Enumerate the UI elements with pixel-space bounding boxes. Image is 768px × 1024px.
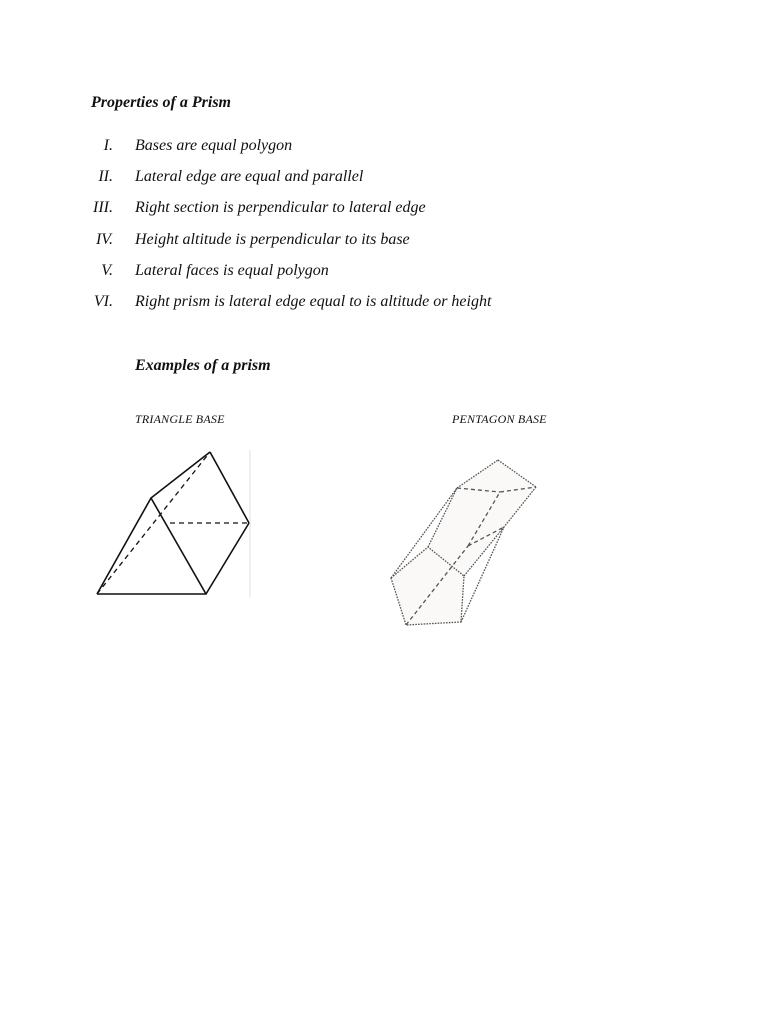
list-item (80, 262, 680, 293)
pentagonal-prism-figure (350, 450, 580, 650)
list-numeral: II. (98, 168, 113, 186)
list-item-text: Lateral edge are equal and parallel (135, 168, 364, 186)
triangular-prism-drawing (90, 445, 260, 605)
examples-heading: Examples of a prism (135, 357, 271, 374)
list-item (80, 168, 680, 199)
list-item-text: Lateral faces is equal polygon (135, 261, 329, 279)
list-item (80, 137, 680, 168)
figure-caption-pentagon: PENTAGON BASE (452, 412, 547, 426)
triangular-prism-figure (90, 445, 260, 605)
page-heading: Properties of a Prism (91, 94, 231, 111)
list-item (80, 231, 680, 262)
list-numeral: VI. (93, 292, 113, 310)
list-numeral: IV. (95, 230, 113, 248)
prism-solid-edges (97, 498, 206, 594)
list-item-text: Bases are equal polygon (135, 137, 293, 154)
prism-back-edge-lower (206, 523, 249, 594)
figure-caption-triangle: TRIANGLE BASE (135, 412, 225, 426)
list-numeral: V. (101, 261, 113, 279)
properties-list (80, 137, 680, 324)
list-item-text: Height altitude is perpendicular to its base (135, 230, 410, 248)
prism-back-edge-upper (210, 452, 249, 523)
list-numeral: III. (93, 199, 113, 217)
prism-top-edge (151, 452, 210, 498)
list-item (80, 293, 680, 324)
list-item-text: Right section is perpendicular to lateral edge (135, 199, 426, 217)
list-item (80, 199, 680, 230)
pentagonal-prism-drawing (350, 450, 580, 650)
list-item-text: Right prism is lateral edge equal to is altitude or height (135, 292, 492, 310)
list-numeral: I. (103, 137, 113, 154)
